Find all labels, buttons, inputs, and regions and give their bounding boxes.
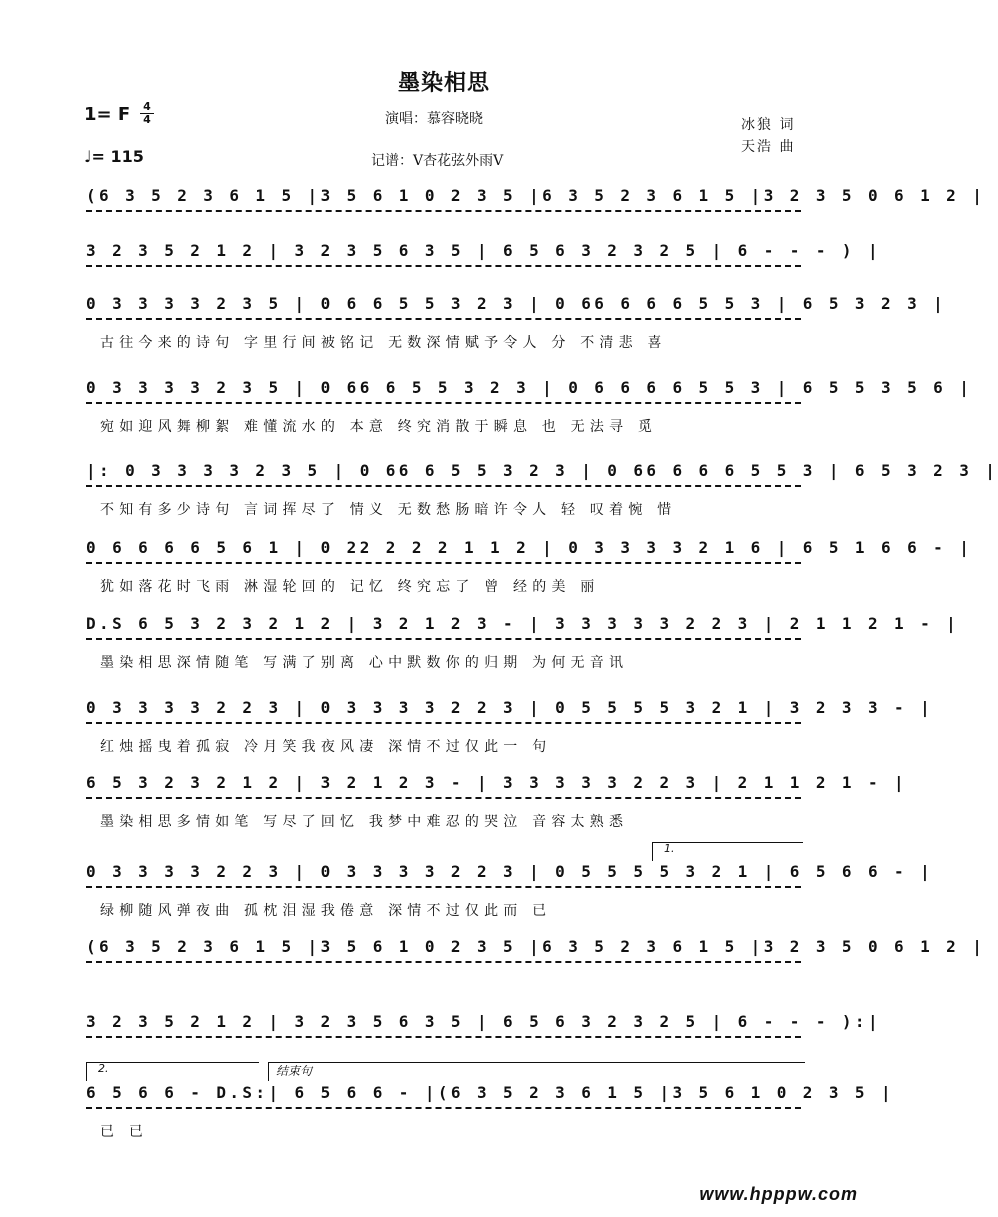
second-ending-bracket bbox=[86, 1062, 259, 1081]
beam-line bbox=[86, 1107, 801, 1109]
first-ending-bracket bbox=[652, 842, 803, 861]
lyrics-row: 不知有多少诗句 言词挥尽了 情义 无数愁肠暗许令人 轻 叹着惋 惜 bbox=[100, 502, 677, 518]
first-ending-number: 1. bbox=[664, 842, 675, 855]
notation-row: (6 3 5 2 3 6 1 5 |3 5 6 1 0 2 3 5 |6 3 5 2 3 6 1 5 |3 2 3 5 0 6 1 2 | bbox=[86, 186, 986, 205]
beam-line bbox=[86, 265, 801, 267]
beam-line bbox=[86, 562, 801, 564]
notation-row: 6 5 6 6 - D.S:| 6 5 6 6 - |(6 3 5 2 3 6 1 5 |3 5 6 1 0 2 3 5 | bbox=[86, 1083, 895, 1102]
transcriber-credit: 记谱：V杏花弦外雨V bbox=[371, 153, 504, 169]
lyrics-row: 已 已 bbox=[100, 1124, 149, 1140]
notation-row: |: 0 3 3 3 3 2 3 5 | 0 66 6 5 5 3 2 3 | 0 66 6 6 6 5 5 3 | 6 5 3 2 3 | bbox=[86, 461, 998, 480]
notation-row: 0 3 3 3 3 2 3 5 | 0 66 6 5 5 3 2 3 | 0 6 6 6 6 5 5 3 | 6 5 5 3 5 6 | bbox=[86, 378, 973, 397]
lyricist-credit: 冰狼 词 bbox=[741, 117, 796, 133]
beam-line bbox=[86, 318, 801, 320]
beam-line bbox=[86, 961, 801, 963]
composer-credit: 天浩 曲 bbox=[741, 139, 796, 155]
notation-row: (6 3 5 2 3 6 1 5 |3 5 6 1 0 2 3 5 |6 3 5 2 3 6 1 5 |3 2 3 5 0 6 1 2 | bbox=[86, 937, 986, 956]
lyrics-row: 古往今来的诗句 字里行间被铭记 无数深情赋予令人 分 不清悲 喜 bbox=[100, 335, 667, 351]
time-signature bbox=[140, 101, 154, 126]
time-signature-bottom: 4 bbox=[140, 113, 154, 126]
song-title: 墨染相思 bbox=[397, 71, 490, 96]
beam-line bbox=[86, 402, 801, 404]
notation-row: 6 5 3 2 3 2 1 2 | 3 2 1 2 3 - | 3 3 3 3 3 2 2 3 | 2 1 1 2 1 - | bbox=[86, 773, 908, 792]
beam-line bbox=[86, 797, 801, 799]
beam-line bbox=[86, 210, 801, 212]
beam-line bbox=[86, 638, 801, 640]
key-signature: 1= F bbox=[84, 104, 131, 125]
ending-bracket bbox=[268, 1062, 805, 1081]
ending-label: 结束句 bbox=[276, 1064, 313, 1078]
tempo-marking: ♩= 115 bbox=[84, 147, 144, 166]
beam-line bbox=[86, 1036, 801, 1038]
second-ending-number: 2. bbox=[98, 1062, 109, 1075]
notation-row: 0 3 3 3 3 2 2 3 | 0 3 3 3 3 2 2 3 | 0 5 5 5 5 3 2 1 | 6 5 6 6 - | bbox=[86, 862, 934, 881]
notation-row: 0 3 3 3 3 2 2 3 | 0 3 3 3 3 2 2 3 | 0 5 5 5 5 3 2 1 | 3 2 3 3 - | bbox=[86, 698, 934, 717]
notation-row: 3 2 3 5 2 1 2 | 3 2 3 5 6 3 5 | 6 5 6 3 2 3 2 5 | 6 - - - ):| bbox=[86, 1012, 882, 1031]
time-signature-top: 4 bbox=[143, 100, 151, 113]
beam-line bbox=[86, 485, 801, 487]
lyrics-row: 墨染相思深情随笔 写满了别离 心中默数你的归期 为何无音讯 bbox=[100, 655, 629, 671]
beam-line bbox=[86, 886, 801, 888]
singer-credit: 演唱：慕容晓晓 bbox=[385, 111, 483, 127]
lyrics-row: 犹如落花时飞雨 淋湿轮回的 记忆 终究忘了 曾 经的美 丽 bbox=[100, 579, 600, 595]
beam-line bbox=[86, 722, 801, 724]
lyrics-row: 绿柳随风弹夜曲 孤枕泪湿我倦意 深情不过仅此而 已 bbox=[100, 903, 552, 919]
notation-row: 0 6 6 6 6 5 6 1 | 0 22 2 2 2 1 1 2 | 0 3 3 3 3 2 1 6 | 6 5 1 6 6 - | bbox=[86, 538, 973, 557]
notation-row: 0 3 3 3 3 2 3 5 | 0 6 6 5 5 3 2 3 | 0 66 6 6 6 5 5 3 | 6 5 3 2 3 | bbox=[86, 294, 947, 313]
lyrics-row: 墨染相思多情如笔 写尽了回忆 我梦中难忍的哭泣 音容太熟悉 bbox=[100, 814, 629, 830]
lyrics-row: 红烛摇曳着孤寂 冷月笑我夜风凄 深情不过仅此一 句 bbox=[100, 739, 552, 755]
site-watermark: www.hpppw.com bbox=[699, 1184, 858, 1204]
lyrics-row: 宛如迎风舞柳絮 难懂流水的 本意 终究消散于瞬息 也 无法寻 觅 bbox=[100, 419, 658, 435]
notation-row: 3 2 3 5 2 1 2 | 3 2 3 5 6 3 5 | 6 5 6 3 2 3 2 5 | 6 - - - ) | bbox=[86, 241, 882, 260]
notation-row: D.S 6 5 3 2 3 2 1 2 | 3 2 1 2 3 - | 3 3 3 3 3 2 2 3 | 2 1 1 2 1 - | bbox=[86, 614, 960, 633]
